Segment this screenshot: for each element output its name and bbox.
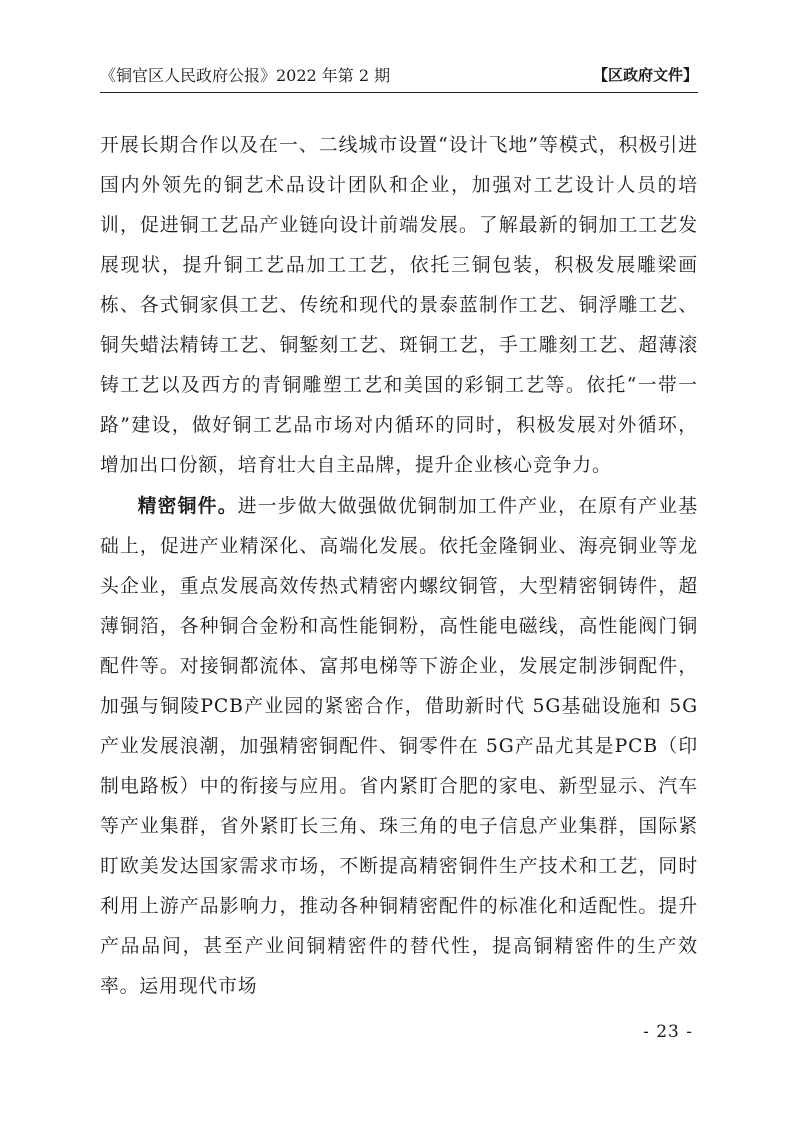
page-header	[100, 62, 698, 86]
paragraph-text: 进一步做大做强做优铜制加工件产业，在原有产业基础上，促进产业精深化、高端化发展。依托金隆铜业、海亮铜业等龙头企业，重点发展高效传热式精密内螺纹铜管，大型精密铜铸件，超薄铜箔，各种铜合金粉和高性能铜粉，高性能电磁线，高性能阀门铜配件等。对接铜都流体、富邦电梯等下游企业，发展定制涉铜配件，加强与铜陵PCB产业园的紧密合作，借助新时代 5G基础设施和 5G产业发展浪潮，加强精密铜配件、铜零件在 5G产品尤其是PCB（印制电路板）中的衔接与应用。省内紧盯合肥的家电、新型显示、汽车等产业集群，省外紧盯长三角、珠三角的电子信息产业集群，国际紧盯欧美发达国家需求市场，不断提高精密铜件生产技术和工艺，同时利用上游产品影响力，推动各种铜精密配件的标准化和适配性。提升产品品间，甚至产业间铜精密件的替代性，提高铜精密件的生产效率。运用现代市场	[100, 496, 699, 997]
document-body	[100, 126, 698, 1007]
paragraph-lead-heading: 精密铜件。	[137, 495, 238, 517]
header-publication-title: 《铜官区人民政府公报》2022 年第 2 期	[100, 65, 391, 85]
header-section-label: 【区政府文件】	[592, 65, 698, 84]
page-number: - 23 -	[643, 1022, 693, 1042]
header-rule	[100, 92, 698, 93]
paragraph-continuation	[100, 126, 698, 486]
paragraph-precision-copper	[100, 486, 698, 1007]
paragraph-text: 开展长期合作以及在一、二线城市设置“设计飞地”等模式，积极引进国内外领先的铜艺术品设计团队和企业，加强对工艺设计人员的培训，促进铜工艺品产业链向设计前端发展。了解最新的铜加工工艺发展现状，提升铜工艺品加工工艺，依托三铜包装，积极发展雕梁画栋、各式铜家俱工艺、传统和现代的景泰蓝制作工艺、铜浮雕工艺、铜失蜡法精铸工艺、铜錾刻工艺、斑铜工艺，手工雕刻工艺、超薄滚铸工艺以及西方的青铜雕塑工艺和美国的彩铜工艺等。依托“一带一路”建设，做好铜工艺品市场对内循环的同时，积极发展对外循环，增加出口份额，培育壮大自主品牌，提升企业核心竞争力。	[100, 135, 698, 476]
